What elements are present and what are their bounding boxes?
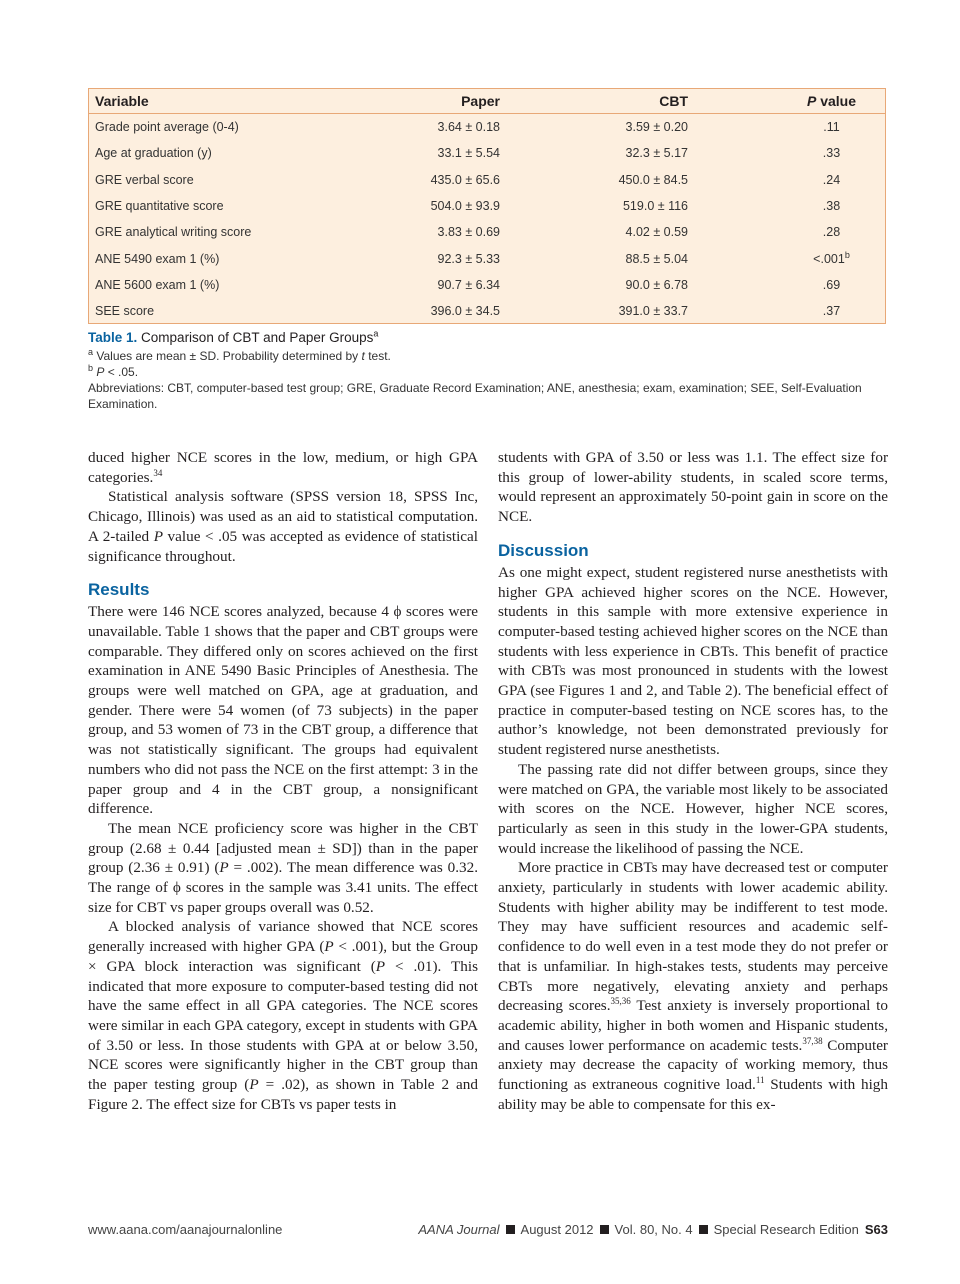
separator-square-icon xyxy=(699,1225,708,1234)
variable-cell: Grade point average (0-4) xyxy=(95,120,239,135)
table-1 xyxy=(88,88,886,324)
cbt-cell: 32.3 ± 5.17 xyxy=(625,146,688,161)
cbt-cell: 391.0 ± 33.7 xyxy=(618,304,688,319)
paper-cell: 504.0 ± 93.9 xyxy=(430,199,500,214)
caption-title: Table 1. Comparison of CBT and Paper Groups$^a$ xyxy=(88,328,379,345)
paragraph: There were 146 NCE scores analyzed, because 4 ϕ scores were unavailable. Table 1 shows that the paper and CBT groups were comparable. They differed only on scores achieved on the first examination in ANE 5490 Basic Principles of Anesthesia. The groups were well matched on GPA, age at graduation, and gender. There were 54 women (of 73 subjects) in the paper group, and 53 women of 73 in the CBT group, a difference that was not statistically significant. The groups had equivalent numbers who did not pass the NCE on the first attempt: 3 in the paper group and 4 in the CBT group, a nonsignificant difference. xyxy=(88,603,478,818)
header-paper: Paper xyxy=(395,89,500,114)
footnote-b: $^b$ P < .05. xyxy=(88,363,139,379)
header-cbt: CBT xyxy=(580,89,688,114)
paragraph: As one might expect, student registered nurse anesthetists with higher GPA achieved higher scores on the NCE. However, students in this sample with more extensive experience in computer-based testing achieved higher scores on the NCE than students with less experience in CBTs. This benefit of practice with CBTs was most pronounced in students with the lowest GPA (see Figures 1 and 2, and Table 2). The beneficial effect of practice in computer-based testing on NCE scores has, to the author’s knowledge, not been demonstrated previously for student registered nurse anesthetists. xyxy=(498,563,888,759)
cbt-cell: 519.0 ± 116 xyxy=(622,199,688,214)
journal-url: www.aana.com/aanajournalonline xyxy=(88,1222,283,1237)
header-variable: Variable xyxy=(89,89,395,114)
variable-cell: ANE 5490 exam 1 (%) xyxy=(95,251,220,266)
cbt-cell: 88.5 ± 5.04 xyxy=(625,251,688,266)
comparison-table xyxy=(89,89,885,324)
paragraph: A blocked analysis of variance showed that NCE scores generally increased with higher GPA (P < .001), but the Group × GPA block interaction was significant (P < .01). This indicated that more exposure to computer-based testing did not have the same effect in all GPA categories. The NCE scores were similar in each GPA category, except in students with GPA of 3.50 or less. In those students with GPA at or below 3.50, NCE scores were significantly higher in the CBT group than the paper testing group (P = .02), as shown in Table 2 and Figure 2. The effect size for CBTs vs paper tests in xyxy=(88,918,478,1113)
table-row xyxy=(89,272,885,298)
paper-cell: 90.7 ± 6.34 xyxy=(437,277,500,292)
paper-cell: 3.83 ± 0.69 xyxy=(437,225,500,240)
paper-cell: 92.3 ± 5.33 xyxy=(437,251,500,266)
table-row xyxy=(89,193,885,219)
table-body xyxy=(89,114,885,325)
table-row xyxy=(89,114,885,141)
paragraph: students with GPA of 3.50 or less was 1.1. The effect size for this group of lower-ability students, in scaled score terms, would represent an approximately 50-point gain in score on the NCE. xyxy=(498,449,888,526)
cbt-cell: 90.0 ± 6.78 xyxy=(625,277,688,292)
p-value-cell: .33 xyxy=(822,146,841,161)
paper-cell: 435.0 ± 65.6 xyxy=(430,172,500,187)
p-value-cell: .38 xyxy=(822,199,841,214)
footnote-a: $^a$ Values are mean ± SD. Probability determined by t test. xyxy=(88,347,391,363)
table-row xyxy=(89,167,885,193)
paragraph: The mean NCE proficiency score was higher in the CBT group (2.68 ± 0.44 [adjusted mean ± SD]) than in the paper group (2.36 ± 0.91) (P = .002). The mean difference was 0.32. The range of ϕ scores in the sample was 3.41 units. The effect size for CBT vs paper groups overall was 0.52. xyxy=(88,819,478,916)
abbreviations: Abbreviations: CBT, computer-based test group; GRE, Graduate Record Examination; ANE, anesthesia; exam, examination; SEE, Self-Evaluation Examination. xyxy=(88,381,862,411)
p-value-cell: .37 xyxy=(822,304,841,319)
right-column xyxy=(498,448,888,1115)
caption-label: Table 1. xyxy=(88,330,138,345)
page-footer xyxy=(88,1222,888,1242)
paragraph: The passing rate did not differ between groups, since they were matched on GPA, the variable most likely to be associated with scores on the NCE. However, higher NCE scores, particularly as seen in this study in the lower-GPA students, would increase the likelihood of passing the NCE. xyxy=(498,760,888,857)
page-number: S63 xyxy=(864,1222,888,1237)
journal-info: AANA Journal August 2012 Vol. 80, No. 4 Special Research Edition S63 xyxy=(418,1222,888,1237)
variable-cell: GRE analytical writing score xyxy=(95,225,252,240)
header-p-value: P value xyxy=(778,89,885,114)
table-row xyxy=(89,245,885,271)
paragraph: Statistical analysis software (SPSS version 18, SPSS Inc, Chicago, Illinois) was used as an aid to statistical computation. A 2-tailed P value < .05 was accepted as evidence of statistical significance throughout. xyxy=(88,488,478,565)
p-value-cell: <.001$^b$ xyxy=(813,249,850,266)
cbt-cell: 4.02 ± 0.59 xyxy=(625,225,688,240)
table-row xyxy=(89,140,885,166)
results-heading: Results xyxy=(88,580,150,600)
variable-cell: Age at graduation (y) xyxy=(95,146,212,161)
p-value-cell: .24 xyxy=(822,172,841,187)
left-column xyxy=(88,448,478,1115)
p-value-cell: .11 xyxy=(823,120,840,135)
cbt-cell: 3.59 ± 0.20 xyxy=(625,120,688,135)
paper-cell: 396.0 ± 34.5 xyxy=(430,304,500,319)
table-header-row xyxy=(89,89,885,114)
p-value-cell: .69 xyxy=(822,277,841,292)
variable-cell: GRE quantitative score xyxy=(95,199,224,214)
separator-square-icon xyxy=(506,1225,515,1234)
variable-cell: ANE 5600 exam 1 (%) xyxy=(95,277,220,292)
paper-cell: 3.64 ± 0.18 xyxy=(437,120,500,135)
separator-square-icon xyxy=(600,1225,609,1234)
paper-cell: 33.1 ± 5.54 xyxy=(437,146,500,161)
variable-cell: GRE verbal score xyxy=(95,172,194,187)
variable-cell: SEE score xyxy=(95,304,155,319)
paragraph: More practice in CBTs may have decreased test or computer anxiety, particularly in students with lower academic ability. Students with higher ability may be indifferent to test mode. They may have sufficient resources and academic self-confidence to do well even in a test mode they do not prefer or that is unfamiliar. In high-stakes tests, students may perceive CBTs more negatively, elevating anxiety and perhaps decreasing scores.$^{35,36}$ Test anxiety is inversely proportional to academic ability, higher in both women and Hispanic students, and causes lower performance on academic tests.$^{37,38}$ Computer anxiety may decrease the capacity of working memory, thus functioning as extraneous cognitive load.$^{11}$ Students with high ability may be able to compensate for this ex- xyxy=(498,859,888,1113)
cbt-cell: 450.0 ± 84.5 xyxy=(618,172,688,187)
discussion-heading: Discussion xyxy=(498,540,589,560)
paragraph: duced higher NCE scores in the low, medium, or high GPA categories.$^{34}$ xyxy=(88,449,478,486)
table-row xyxy=(89,219,885,245)
p-value-cell: .28 xyxy=(822,225,841,240)
table-row xyxy=(89,298,885,324)
table-caption xyxy=(88,330,888,412)
